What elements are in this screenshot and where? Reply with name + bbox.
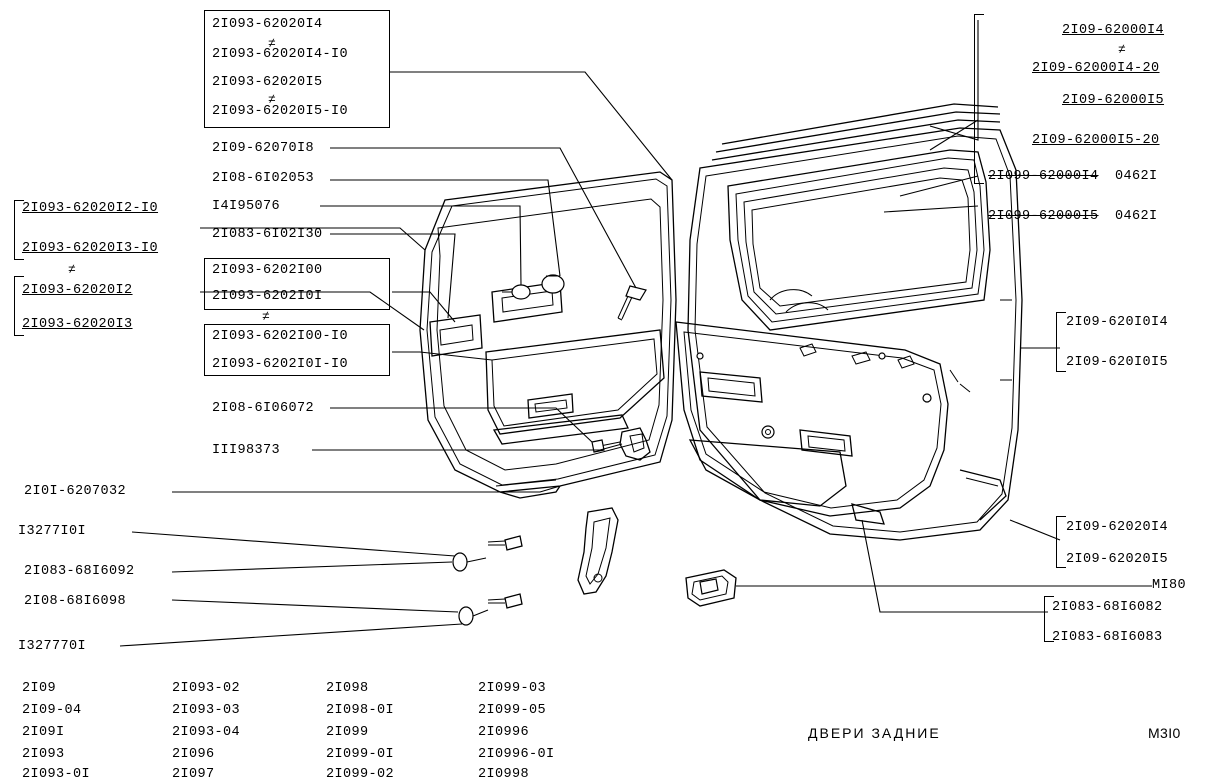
callout-outer-1: 2I093-62020I2-I0 [22,201,159,216]
callout-righttop-crossed-1 [988,170,1158,184]
not-equal-symbol: ≠ [68,262,76,277]
callout-top-3: 2I093-62020I5 [212,75,323,90]
callout-top-1: 2I093-62020I4 [212,17,323,32]
callout-bottomleft-5: I327770I [18,639,87,654]
callout-right-single: MI80 [1152,578,1187,593]
page-title: ДВЕРИ ЗАДНИЕ [808,725,941,741]
not-equal-symbol: ≠ [268,36,276,51]
callout-outer-3: 2I093-62020I2 [22,283,133,298]
callout-left-1: 2I09-62070I8 [212,141,315,156]
callout-bottomleft-3: 2I083-68I6092 [24,564,135,579]
callout-group3-2: 2I093-6202I0I-I0 [212,357,349,372]
footer-c3-r5: 2I099-02 [326,767,395,782]
footer-c3-r1: 2I098 [326,681,369,696]
callout-rightlow-2: 2I09-62020I5 [1066,552,1169,567]
not-equal-symbol: ≠ [268,92,276,107]
footer-c3-r2: 2I098-0I [326,703,395,718]
footer-c4-r3: 2I0996 [478,725,530,740]
footer-c2-r1: 2I093-02 [172,681,241,696]
footer-c1-r5: 2I093-0I [22,767,91,782]
callout-top-4: 2I093-62020I5-I0 [212,104,349,119]
callout-left-lower-2: III98373 [212,443,281,458]
callout-righttop-crossed-2 [988,210,1158,224]
footer-c2-r5: 2I097 [172,767,215,782]
crossed-code-2: 2I099-62000I5 [988,209,1099,224]
callout-rightbottom-2: 2I083-68I6083 [1052,630,1163,645]
footer-c1-r3: 2I09I [22,725,65,740]
callout-righttop-3: 2I09-62000I5 [1062,93,1165,108]
callout-bottomleft-1: 2I0I-6207032 [24,484,127,499]
callout-righttop-1: 2I09-62000I4 [1062,23,1165,38]
bracket-right-low [1056,516,1066,568]
callout-rightbottom-1: 2I083-68I6082 [1052,600,1163,615]
callout-rightlow-1: 2I09-62020I4 [1066,520,1169,535]
footer-c2-r3: 2I093-04 [172,725,241,740]
callout-bottomleft-4: 2I08-68I6098 [24,594,127,609]
callout-group2-1: 2I093-6202I00 [212,263,323,278]
footer-c4-r1: 2I099-03 [478,681,547,696]
crossed-code-1: 2I099-62000I4 [988,169,1099,184]
footer-c3-r4: 2I099-0I [326,747,395,762]
footer-c4-r4: 2I0996-0I [478,747,555,762]
footer-c3-r3: 2I099 [326,725,369,740]
footer-c2-r4: 2I096 [172,747,215,762]
callout-group3-1: 2I093-6202I00-I0 [212,329,349,344]
callout-righttop-2: 2I09-62000I4-20 [1032,61,1160,76]
not-equal-symbol: ≠ [262,309,270,324]
callout-outer-4: 2I093-62020I3 [22,317,133,332]
footer-c2-r2: 2I093-03 [172,703,241,718]
footer-c1-r2: 2I09-04 [22,703,82,718]
sheet-code: М3I0 [1148,725,1181,741]
callout-group2-2: 2I093-6202I0I [212,289,323,304]
footer-c4-r5: 2I0998 [478,767,530,782]
crossed-suffix-1: 0462I [1115,169,1158,184]
footer-c4-r2: 2I099-05 [478,703,547,718]
callout-bottomleft-2: I3277I0I [18,524,87,539]
callout-left-3: I4I95076 [212,199,281,214]
footer-c1-r4: 2I093 [22,747,65,762]
callout-top-2: 2I093-62020I4-I0 [212,47,349,62]
not-equal-symbol: ≠ [1118,42,1126,57]
callout-outer-2: 2I093-62020I3-I0 [22,241,159,256]
bracket-right-top [974,14,984,184]
callout-rightmid-1: 2I09-620I0I4 [1066,315,1169,330]
footer-c1-r1: 2I09 [22,681,57,696]
bracket-right-mid [1056,312,1066,372]
callout-left-2: 2I08-6I02053 [212,171,315,186]
callout-righttop-4: 2I09-62000I5-20 [1032,133,1160,148]
callout-rightmid-2: 2I09-620I0I5 [1066,355,1169,370]
callout-left-4: 2I083-6I02I30 [212,227,323,242]
crossed-suffix-2: 0462I [1115,209,1158,224]
callout-left-lower-1: 2I08-6I06072 [212,401,315,416]
